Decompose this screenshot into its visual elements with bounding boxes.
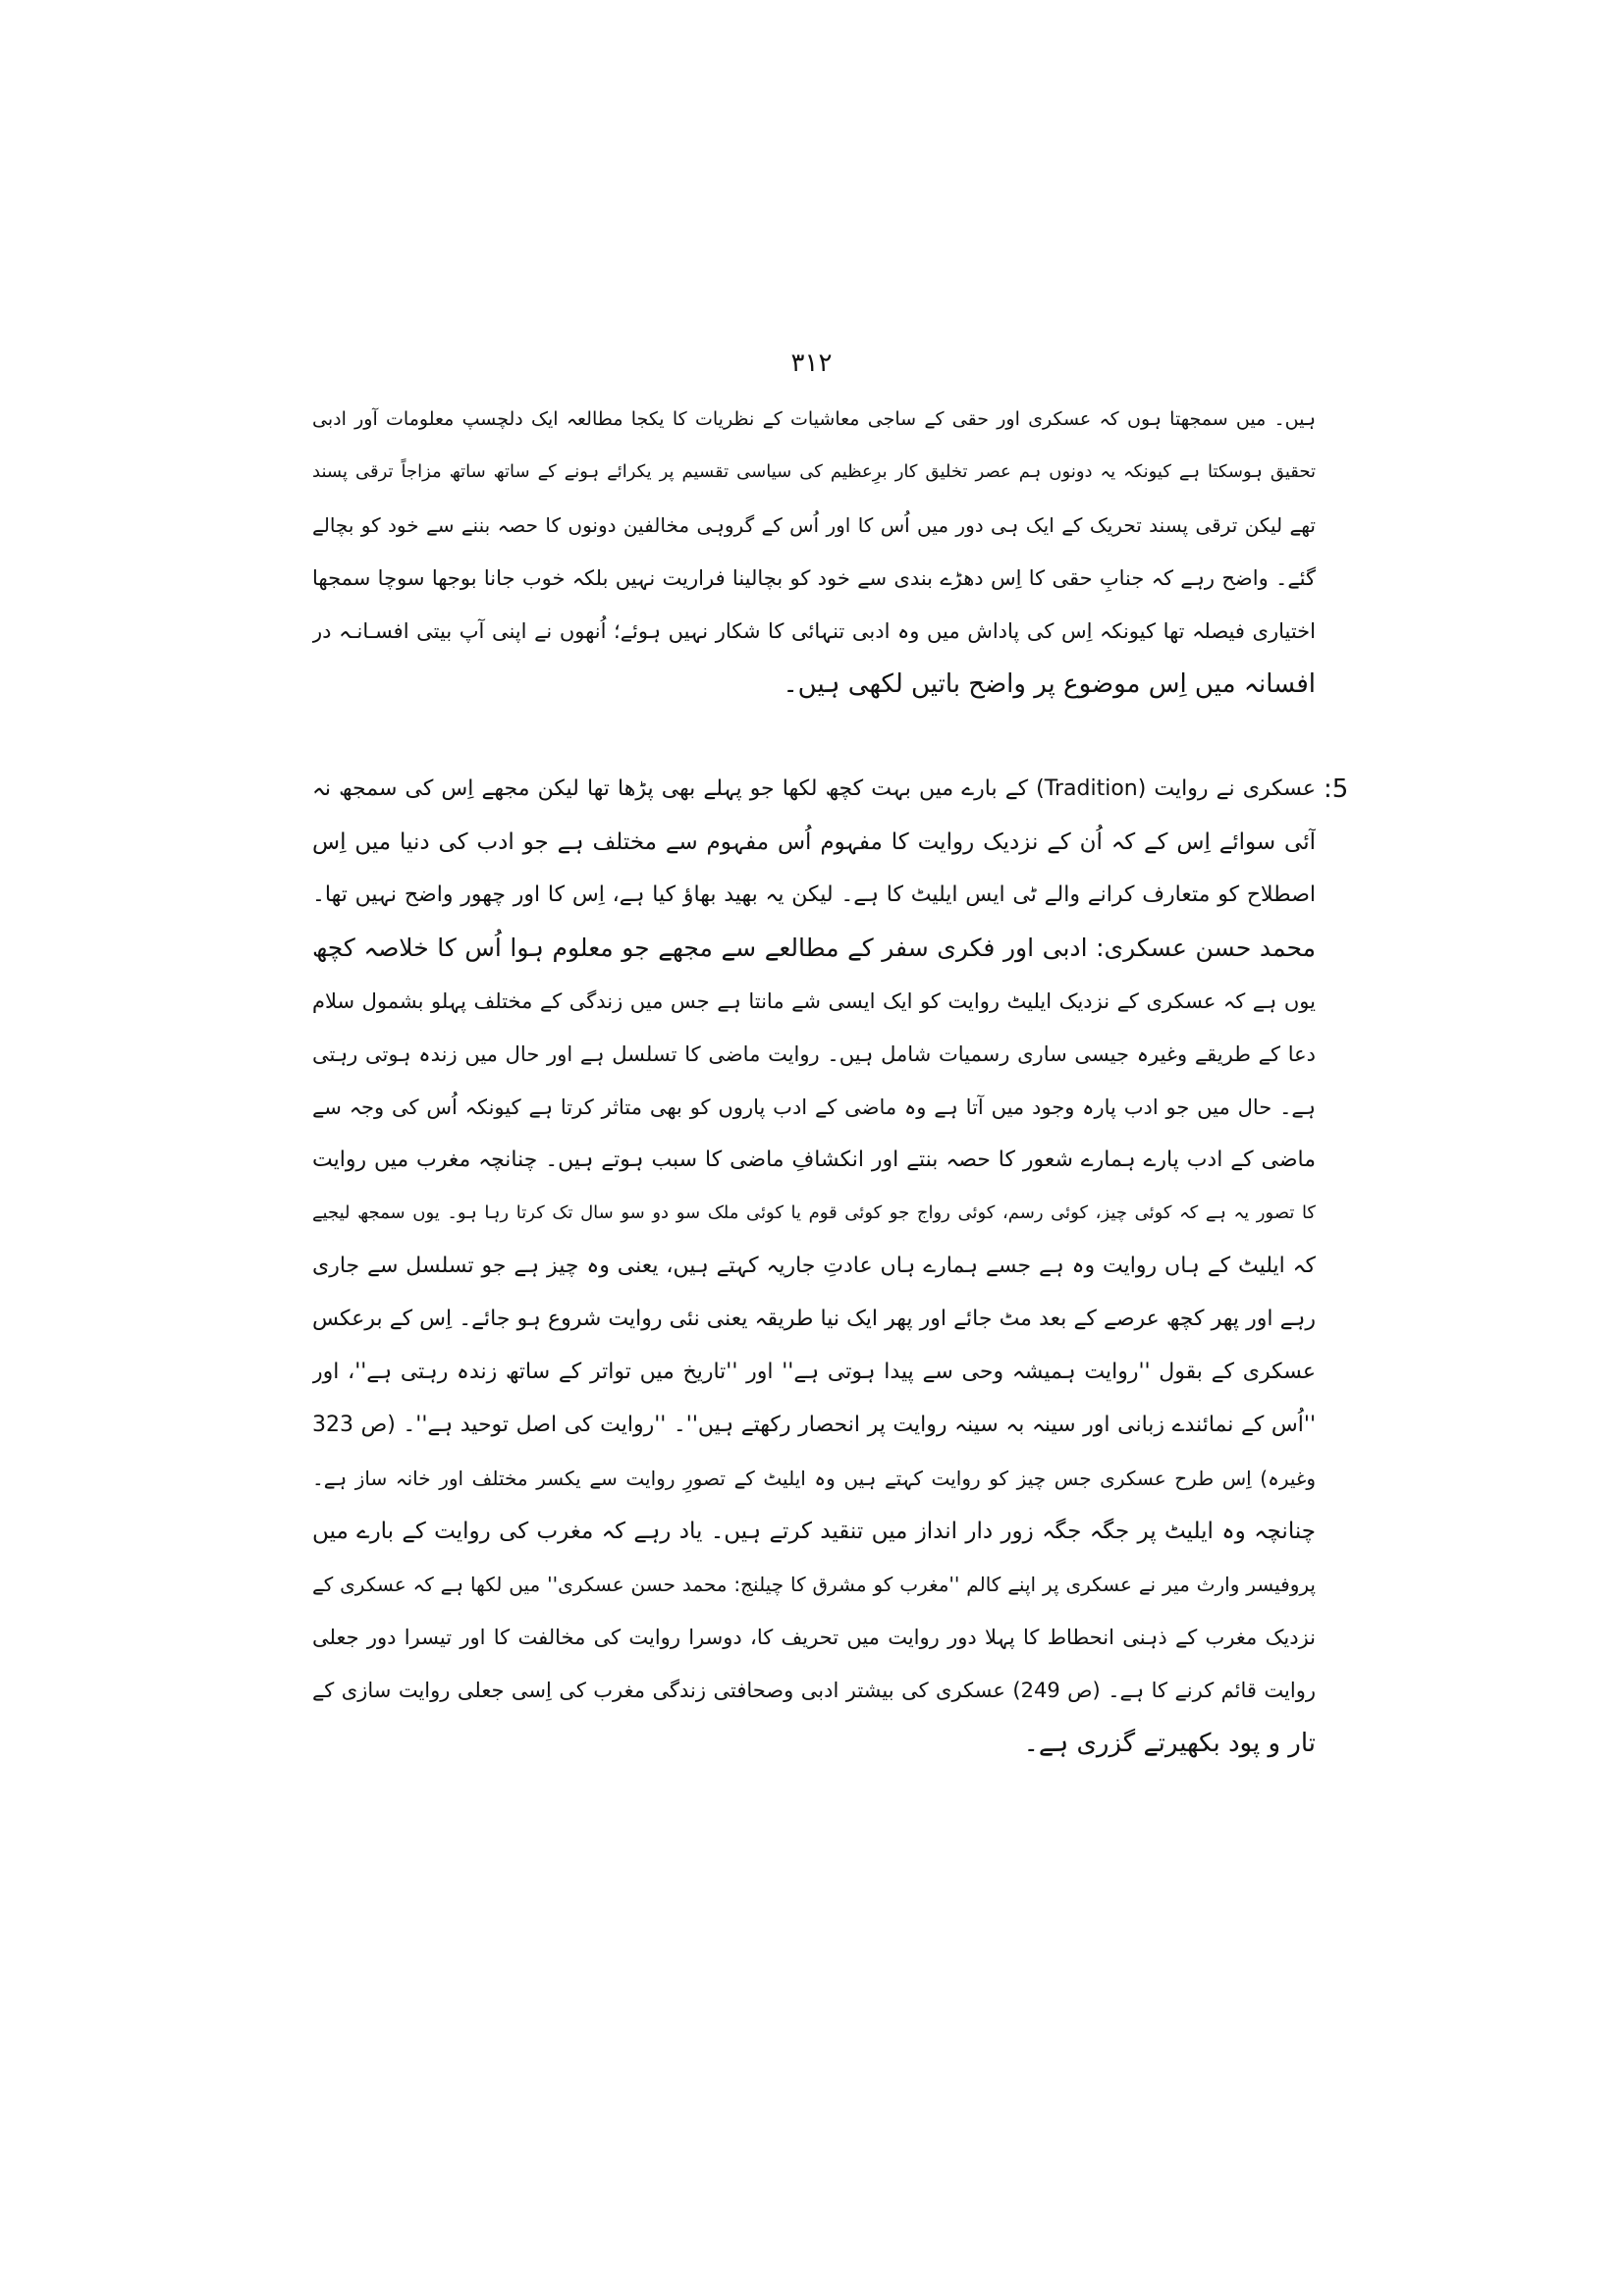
text-line: گئے۔ واضح رہے کہ جنابِ حقی کا اِس دھڑے بندی سے خود کو بچالینا فراریت نہیں بلکہ خوب جانا بوجھا سوچا سمجھا bbox=[312, 566, 1316, 590]
text-line: آئی سوائے اِس کے کہ اُن کے نزدیک روایت کا مفہوم اُس مفہوم سے مختلف ہے جو ادب کی دنیا میں اِس bbox=[312, 829, 1316, 855]
text-line: روایت قائم کرنے کا ہے۔ (ص 249) عسکری کی بیشتر ادبی وصحافتی زندگی مغرب کی اِسی جعلی روایت سازی کے bbox=[312, 1679, 1316, 1702]
text-line: چنانچہ وہ ایلیٹ پر جگہ جگہ زور دار انداز میں تنقید کرتے ہیں۔ یاد رہے کہ مغرب کی روایت کے بارے میں bbox=[312, 1519, 1316, 1544]
text-line: تار و پود بکھیرتے گزری ہے۔ bbox=[1023, 1729, 1316, 1758]
text-line: ہیں۔ میں سمجھتا ہوں کہ عسکری اور حقی کے ساجی معاشیات کے نظریات کا یکجا مطالعہ ایک دلچسپ معلومات آور ادبی bbox=[312, 408, 1316, 430]
text-line: پروفیسر وارث میر نے عسکری پر اپنے کالم ''مغرب کو مشرق کا چیلنج: محمد حسن عسکری'' میں لکھا ہے کہ عسکری کے bbox=[312, 1573, 1316, 1596]
text-line: ماضی کے ادب پارے ہمارے شعور کا حصہ بنتے اور انکشافِ ماضی کا سبب ہوتے ہیں۔ چنانچہ مغرب میں روایت bbox=[312, 1148, 1316, 1172]
text-line: یوں ہے کہ عسکری کے نزدیک ایلیٹ روایت کو ایک ایسی شے مانتا ہے جس میں زندگی کے مختلف پہلو بشمول سلام bbox=[312, 989, 1316, 1013]
paragraph-1 bbox=[312, 393, 1316, 711]
text-line: ہے۔ حال میں جو ادب پارہ وجود میں آتا ہے وہ ماضی کے ادب پاروں کو بھی متاثر کرتا ہے کیونکہ اُس کی وجہ سے bbox=[312, 1095, 1316, 1119]
item-number: :5 bbox=[1324, 774, 1349, 804]
text-line: ''اُس کے نمائندے زبانی اور سینہ بہ سینہ روایت پر انحصار رکھتے ہیں''۔ ''روایت کی اصل توحید ہے''۔ (ص 323 bbox=[312, 1413, 1316, 1437]
text-line: وغیرہ) اِس طرح عسکری جس چیز کو روایت کہتے ہیں وہ ایلیٹ کے تصورِ روایت سے یکسر مختلف اور خانہ ساز ہے۔ bbox=[312, 1467, 1316, 1490]
text-line: اختیاری فیصلہ تھا کیونکہ اِس کی پاداش میں وہ ادبی تنہائی کا شکار نہیں ہوئے؛ اُنھوں نے اپنی آپ بیتی افسـانـہ در bbox=[312, 619, 1316, 643]
page-number: ۳۱۲ bbox=[790, 348, 833, 378]
text-line: دعا کے طریقے وغیرہ جیسی ساری رسمیات شامل ہیں۔ روایت ماضی کا تسلسل ہے اور حال میں زندہ ہوتی رہتی bbox=[312, 1042, 1316, 1066]
text-line: کہ ایلیٹ کے ہاں روایت وہ ہے جسے ہمارے ہاں عادتِ جاریہ کہتے ہیں، یعنی وہ چیز ہے جو تسلسل سے جاری bbox=[312, 1254, 1316, 1278]
text-line: افسانہ میں اِس موضوع پر واضح باتیں لکھی ہیں۔ bbox=[783, 669, 1316, 699]
text-line: عسکری نے روایت (Tradition) کے بارے میں بہت کچھ لکھا جو پہلے بھی پڑھا تھا لیکن مجھے اِس کی سمجھ نہ bbox=[312, 776, 1316, 801]
text-line: تحقیق ہوسکتا ہے کیونکہ یہ دونوں ہم عصر تخلیق کار برِعظیم کی سیاسی تقسیم پر یکرائے ہونے کے ساتھ ساتھ مزاجاً ترقی پسند bbox=[312, 461, 1316, 482]
text-line: رہے اور پھر کچھ عرصے کے بعد مٹ جائے اور پھر ایک نیا طریقہ یعنی نئی روایت شروع ہو جائے۔ اِس کے برعکس bbox=[312, 1307, 1316, 1331]
text-line: اصطلاح کو متعارف کرانے والے ٹی ایس ایلیٹ کا ہے۔ لیکن یہ بھید بھاؤ کیا ہے، اِس کا اور چھور واضح نہیں تھا۔ bbox=[312, 882, 1316, 907]
paragraph-item-5 bbox=[312, 763, 1316, 1770]
text-line: عسکری کے بقول ''روایت ہمیشہ وحی سے پیدا ہوتی ہے'' اور ''تاریخ میں تواتر کے ساتھ زندہ رہتی ہے''، اور bbox=[312, 1360, 1316, 1384]
text-line: کا تصور یہ ہے کہ کوئی چیز، کوئی رسم، کوئی رواج جو کوئی قوم یا کوئی ملک سو دو سو سال تک کرتا رہا ہو۔ یوں سمجھ لیجیے bbox=[312, 1202, 1316, 1223]
text-line: تھے لیکن ترقی پسند تحریک کے ایک ہی دور میں اُس کا اور اُس کے گروہی مخالفین دونوں کا حصہ بننے سے خود کو بچالے bbox=[312, 513, 1316, 537]
text-line: محمد حسن عسکری: ادبی اور فکری سفر کے مطالعے سے مجھے جو معلوم ہوا اُس کا خلاصہ کچھ bbox=[312, 934, 1316, 962]
text-line: نزدیک مغرب کے ذہنی انحطاط کا پہلا دور روایت میں تحریف کا، دوسرا روایت کی مخالفت کا اور تیسرا دور جعلی bbox=[312, 1626, 1316, 1649]
